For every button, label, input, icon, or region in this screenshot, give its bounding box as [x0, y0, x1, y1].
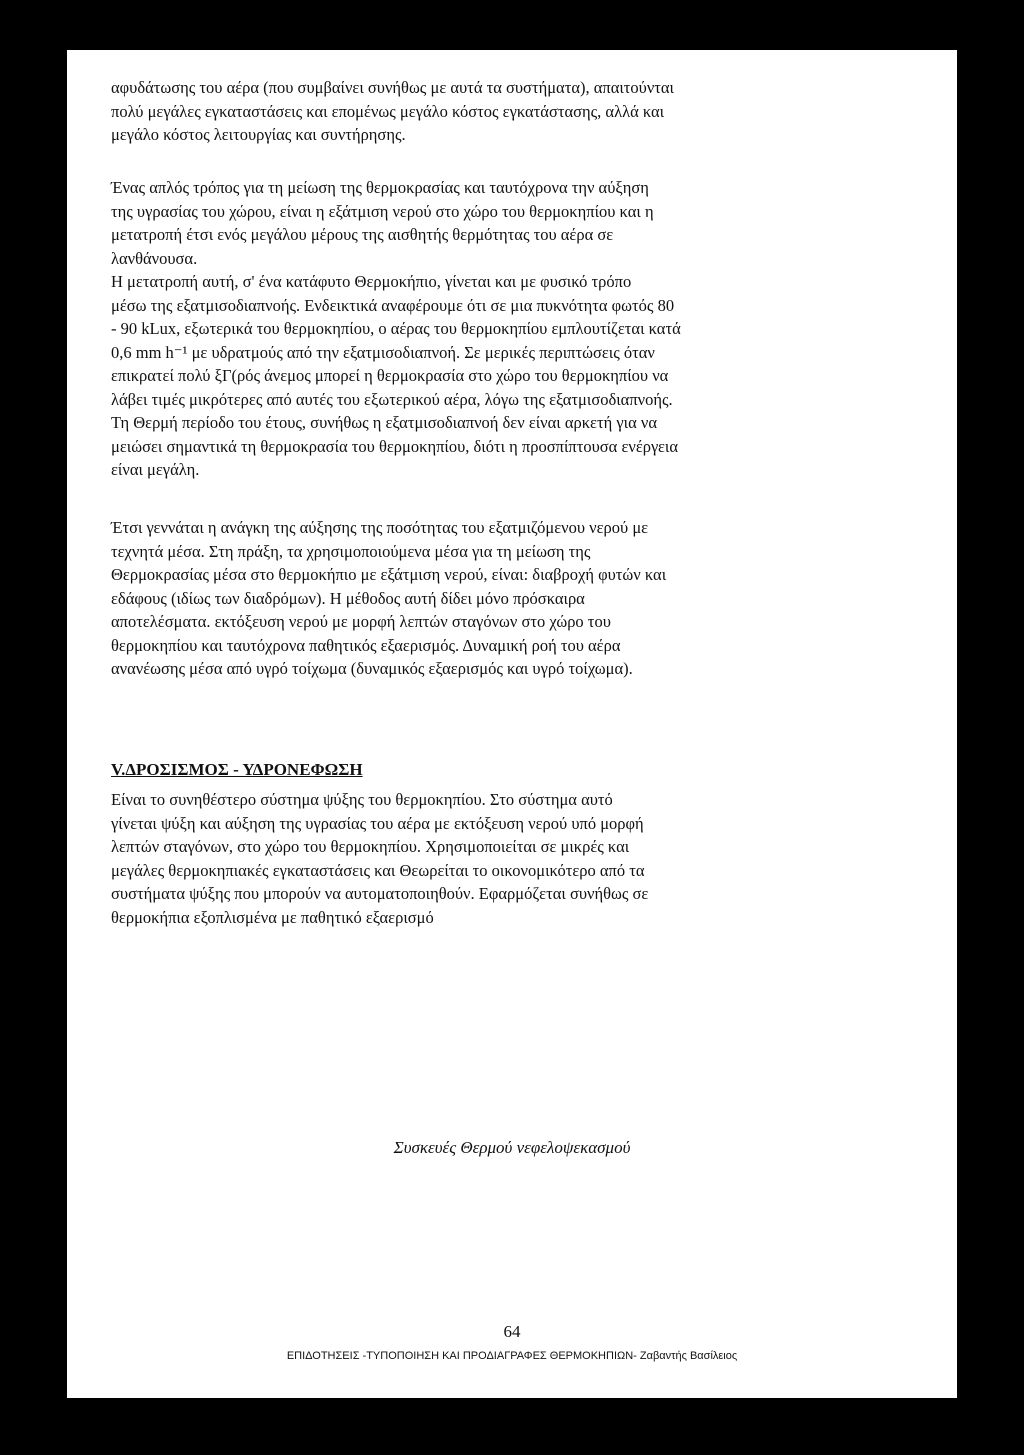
text-line: Τη Θερμή περίοδο του έτους, συνήθως η εξατμισοδιαπνοή δεν είναι αρκετή για να [111, 413, 657, 432]
text-line: 0,6 mm h⁻¹ με υδρατμούς από την εξατμισοδιαπνοή. Σε μερικές περιπτώσεις όταν [111, 342, 655, 362]
text-line: συστήματα ψύξης που μπορούν να αυτοματοποιηθούν. Εφαρμόζεται συνήθως σε [111, 884, 649, 903]
section-heading: V.ΔΡΟΣΙΣΜΟΣ - ΥΔΡΟΝΕΦΩΣΗ [111, 760, 363, 779]
text-line: της υγρασίας του χώρου, είναι η εξάτμιση νερού στο χώρο του θερμοκηπίου και η [111, 201, 654, 221]
text-line: ανανέωσης μέσα από υγρό τοίχωμα (δυναμικός εξαερισμός και υγρό τοίχωμα). [111, 659, 633, 678]
text-line: - 90 kLux, εξωτερικά του θερμοκηπίου, ο αέρας του θερμοκηπίου εμπλουτίζεται κατά [111, 319, 681, 338]
paragraph-misting [111, 788, 917, 929]
page-number: 64 [503, 1322, 521, 1341]
text-line: μέσω της εξατμισοδιαπνοής. Ενδεικτικά αναφέρουμε ότι σε μια πυκνότητα φωτός 80 [111, 295, 675, 315]
text-line: Είναι το συνηθέστερο σύστημα ψύξης του θερμοκηπίου. Στο σύστημα αυτό [111, 790, 613, 809]
text-line: λανθάνουσα. [111, 248, 198, 268]
text-line: πολύ μεγάλες εγκαταστάσεις και επομένως μεγάλο κόστος εγκατάστασης, αλλά και [111, 101, 665, 121]
document-page [67, 50, 957, 1398]
text-line: μειώσει σημαντικά τη θερμοκρασία του θερμοκηπίου, διότι η προσπίπτουσα ενέργεια [111, 436, 679, 456]
text-line: είναι μεγάλη. [111, 460, 200, 479]
text-line: τεχνητά μέσα. Στη πράξη, τα χρησιμοποιούμενα μέσα για τη μείωση της [111, 541, 591, 561]
text-line: θερμοκήπια εξοπλισμένα με παθητικό εξαερισμό [111, 907, 434, 927]
text-line: μετατροπή έτσι ενός μεγάλου μέρους της αισθητής θερμότητας του αέρα σε [111, 225, 614, 244]
text-line: μεγάλο κόστος λειτουργίας και συντήρησης. [111, 125, 406, 144]
text-line: λεπτών σταγόνων, στο χώρο του θερμοκηπίου. Χρησιμοποιείται σε μικρές και [111, 837, 630, 856]
text-line: θερμοκηπίου και ταυτόχρονα παθητικός εξαερισμός. Δυναμική ροή του αέρα [111, 635, 621, 655]
figure-caption: Συσκευές Θερμού νεφελοψεκασμού [393, 1138, 631, 1157]
text-line: Η μετατροπή αυτή, σ' ένα κατάφυτο Θερμοκήπιο, γίνεται και με φυσικό τρόπο [111, 272, 632, 291]
page-footer: ΕΠΙΔΟΤΗΣΕΙΣ -ΤΥΠΟΠΟΙΗΣΗ ΚΑΙ ΠΡΟΔΙΑΓΡΑΦΕΣ ΘΕΡΜΟΚΗΠΙΩΝ- Ζαβαντής Βασίλειος [286, 1350, 738, 1362]
text-line: Θερμοκρασίας μέσα στο θερμοκήπιο με εξάτμιση νερού, είναι: διαβροχή φυτών και [111, 565, 667, 584]
text-line: Ένας απλός τρόπος για τη μείωση της θερμοκρασίας και ταυτόχρονα την αύξηση [111, 178, 649, 197]
text-line: επικρατεί πολύ ξΓ(ρός άνεμος μπορεί η θερμοκρασία στο χώρο του θερμοκηπίου να [111, 366, 669, 385]
text-line: Έτσι γεννάται η ανάγκη της αύξησης της ποσότητας του εξατμιζόμενου νερού με [111, 518, 649, 537]
paragraph-evaporation [111, 176, 917, 482]
text-line: εδάφους (ιδίως των διαδρόμων). Η μέθοδος αυτή δίδει μόνο πρόσκαιρα [111, 588, 585, 608]
text-line: λάβει τιμές μικρότερες από αυτές του εξωτερικού αέρα, λόγω της εξατμισοδιαπνοής. [111, 389, 673, 409]
text-line: αποτελέσματα. εκτόξευση νερού με μορφή λεπτών σταγόνων στο χώρο του [111, 612, 611, 631]
text-line: γίνεται ψύξη και αύξηση της υγρασίας του αέρα με εκτόξευση νερού υπό μορφή [111, 813, 644, 833]
paragraph-methods [111, 516, 917, 681]
paragraph-intro-continuation [111, 76, 917, 147]
text-line: αφυδάτωσης του αέρα (που συμβαίνει συνήθως με αυτά τα συστήματα), απαιτούνται [111, 78, 674, 97]
text-line: μεγάλες θερμοκηπιακές εγκαταστάσεις και Θεωρείται το οικονομικότερο από τα [111, 860, 645, 880]
